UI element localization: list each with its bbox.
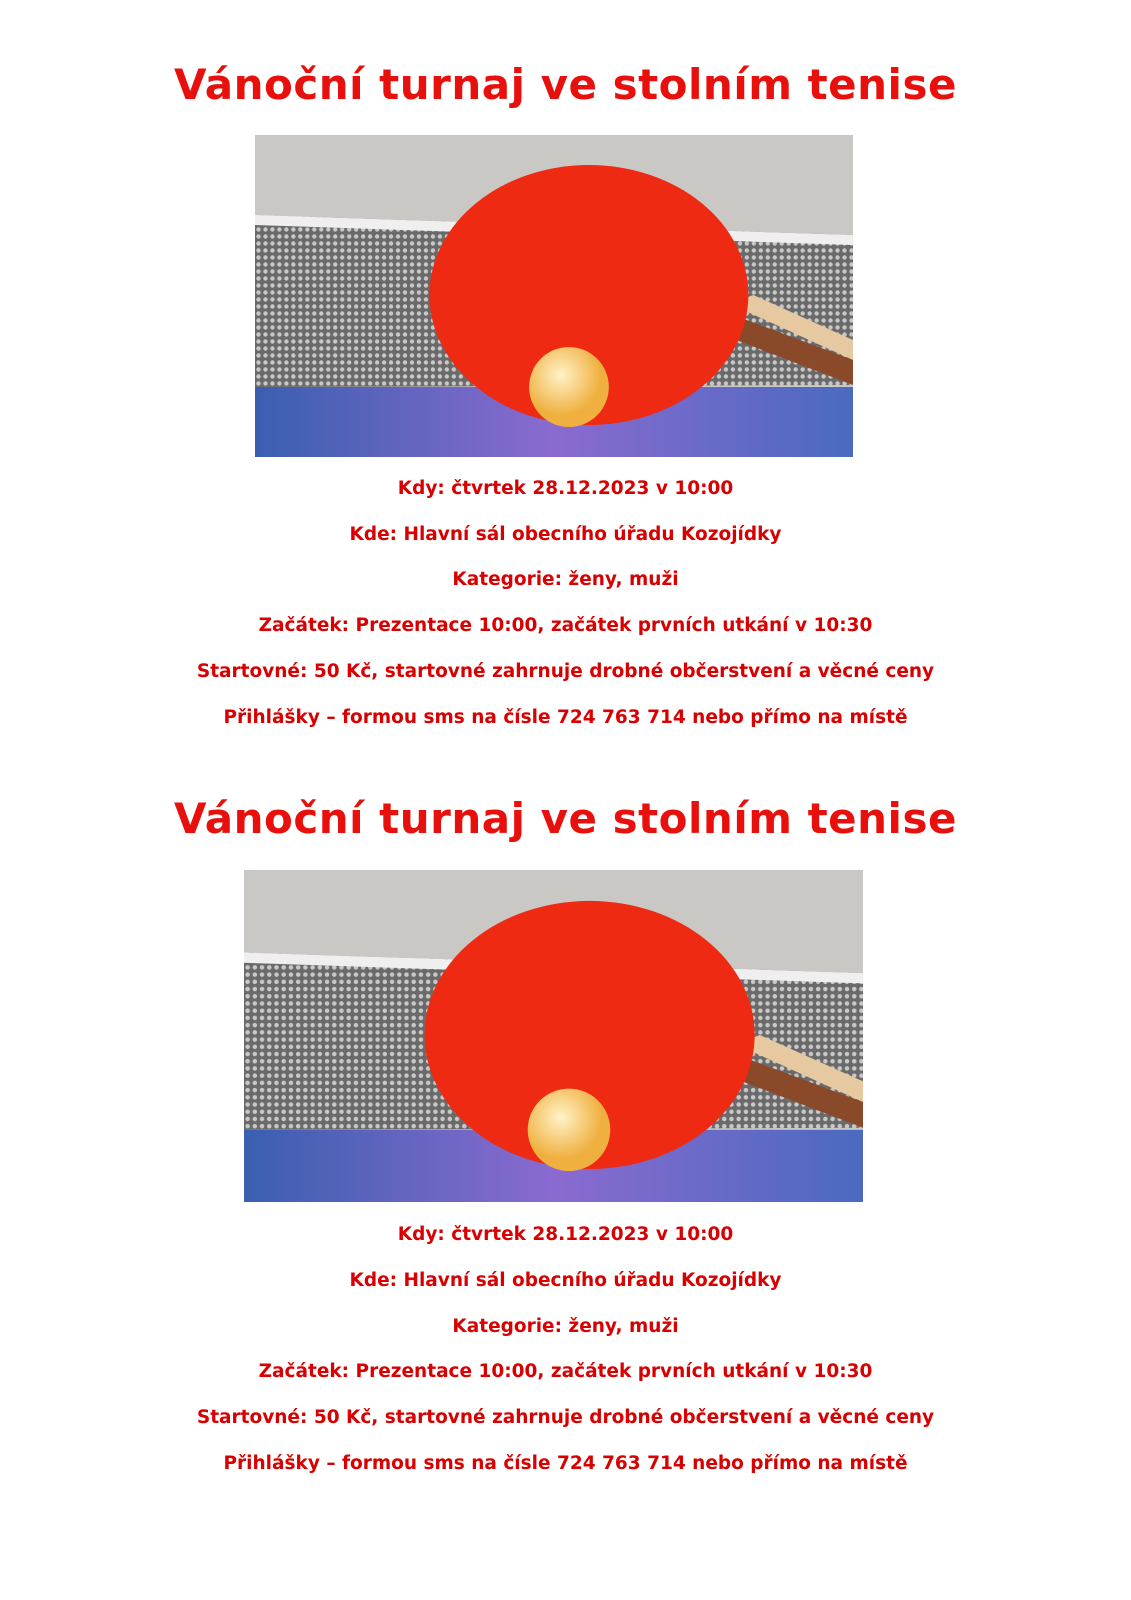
ping-pong-paddle-photo xyxy=(244,870,863,1202)
info-registration: Přihlášky – formou sms na čísle 724 763 714 nebo přímo na místě xyxy=(223,707,908,728)
info-start: Začátek: Prezentace 10:00, začátek prvních utkání v 10:30 xyxy=(258,615,873,636)
flyer-title: Vánoční turnaj ve stolním tenise xyxy=(174,794,957,843)
info-fee: Startovné: 50 Kč, startovné zahrnuje drobné občerstvení a věcné ceny xyxy=(196,661,935,682)
photo xyxy=(244,870,863,1202)
info-when: Kdy: čtvrtek 28.12.2023 v 10:00 xyxy=(397,478,734,499)
ping-pong-paddle-photo xyxy=(255,135,853,457)
flyer-title: Vánoční turnaj ve stolním tenise xyxy=(174,60,957,109)
info-start: Začátek: Prezentace 10:00, začátek prvních utkání v 10:30 xyxy=(258,1361,873,1382)
info-where: Kde: Hlavní sál obecního úřadu Kozojídky xyxy=(349,524,782,545)
info-fee: Startovné: 50 Kč, startovné zahrnuje drobné občerstvení a věcné ceny xyxy=(196,1407,935,1428)
info-category: Kategorie: ženy, muži xyxy=(452,569,679,590)
info-registration: Přihlášky – formou sms na čísle 724 763 714 nebo přímo na místě xyxy=(223,1453,908,1474)
info-category: Kategorie: ženy, muži xyxy=(452,1316,679,1337)
info-where: Kde: Hlavní sál obecního úřadu Kozojídky xyxy=(349,1270,782,1291)
info-when: Kdy: čtvrtek 28.12.2023 v 10:00 xyxy=(397,1224,734,1245)
photo xyxy=(255,135,853,457)
